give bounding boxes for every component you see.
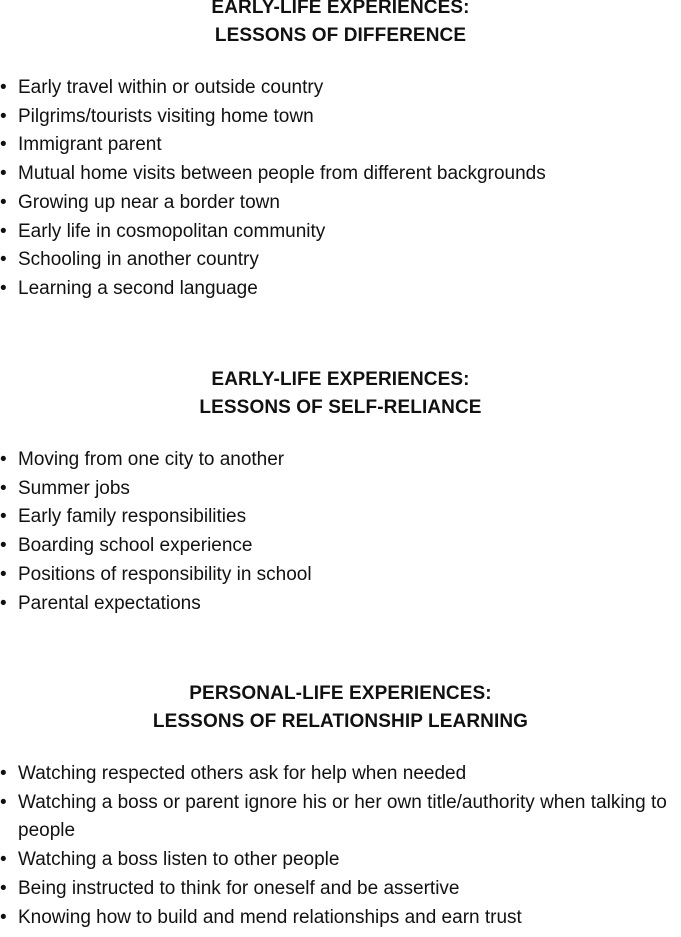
list-item: [0, 475, 681, 504]
list-item-text: Positions of responsibility in school: [18, 563, 312, 585]
list-item: [0, 218, 681, 247]
bullet-icon: •: [0, 477, 7, 499]
list-item-text: Boarding school experience: [18, 535, 253, 557]
list-item-text: Watching a boss or parent ignore his or her own title/authority when talking to people: [18, 791, 667, 842]
heading-line-1: EARLY-LIFE EXPERIENCES:: [211, 0, 470, 18]
section-heading: [0, 680, 681, 736]
bullet-icon: •: [0, 877, 7, 899]
bullet-icon: •: [0, 506, 7, 528]
list-item-text: Being instructed to think for oneself and be assertive: [18, 877, 460, 899]
list-item-text: Growing up near a border town: [18, 191, 280, 213]
list-item-text: Mutual home visits between people from different backgrounds: [18, 163, 546, 185]
list-item: [0, 503, 681, 532]
heading-line-1: EARLY-LIFE EXPERIENCES:: [211, 369, 470, 390]
list-item: [0, 131, 681, 160]
list-item: [0, 590, 681, 619]
bullet-icon: •: [0, 535, 7, 557]
bullet-icon: •: [0, 105, 7, 127]
bullet-icon: •: [0, 906, 7, 928]
list-item: [0, 789, 681, 846]
section-lessons-of-self-reliance: [0, 366, 681, 618]
list-item-text: Summer jobs: [18, 477, 130, 499]
list-item: [0, 160, 681, 189]
heading-line-2: LESSONS OF DIFFERENCE: [214, 25, 467, 46]
bullet-icon: •: [0, 134, 7, 156]
list-item: [0, 246, 681, 275]
list-item: [0, 846, 681, 875]
list-item: [0, 875, 681, 904]
list-item: [0, 103, 681, 132]
bullet-icon: •: [0, 220, 7, 242]
section-heading: [0, 0, 681, 50]
list-item-text: Learning a second language: [18, 277, 258, 299]
heading-line-2: LESSONS OF SELF-RELIANCE: [199, 397, 482, 418]
list-item: [0, 446, 681, 475]
section-heading: [0, 366, 681, 422]
section-lessons-of-relationship-learning: [0, 680, 681, 932]
bullet-list: [0, 760, 681, 932]
bullet-icon: •: [0, 791, 7, 813]
heading-line-2: LESSONS OF RELATIONSHIP LEARNING: [152, 711, 529, 732]
list-item: [0, 760, 681, 789]
list-item-text: Immigrant parent: [18, 134, 162, 156]
bullet-icon: •: [0, 277, 7, 299]
list-item-text: Pilgrims/tourists visiting home town: [18, 105, 314, 127]
bullet-icon: •: [0, 763, 7, 784]
list-item-text: Early family responsibilities: [18, 506, 247, 528]
bullet-icon: •: [0, 449, 7, 470]
bullet-list: [0, 446, 681, 618]
list-item: [0, 904, 681, 933]
list-item-text: Early travel within or outside country: [18, 77, 324, 98]
list-item: [0, 275, 681, 304]
bullet-icon: •: [0, 249, 7, 271]
bullet-icon: •: [0, 163, 7, 185]
list-item: [0, 189, 681, 218]
bullet-icon: •: [0, 77, 7, 98]
list-item-text: Schooling in another country: [18, 249, 259, 271]
list-item-text: Parental expectations: [18, 592, 201, 614]
list-item-text: Moving from one city to another: [18, 449, 285, 470]
heading-line-1: PERSONAL-LIFE EXPERIENCES:: [189, 683, 492, 704]
bullet-icon: •: [0, 563, 7, 585]
bullet-list: [0, 74, 681, 304]
section-lessons-of-difference: [0, 0, 681, 304]
list-item-text: Watching a boss listen to other people: [18, 849, 340, 871]
list-item: [0, 74, 681, 103]
bullet-icon: •: [0, 191, 7, 213]
bullet-icon: •: [0, 592, 7, 614]
bullet-icon: •: [0, 849, 7, 871]
list-item-text: Knowing how to build and mend relationships and earn trust: [18, 906, 522, 928]
list-item: [0, 561, 681, 590]
list-item-text: Early life in cosmopolitan community: [18, 220, 326, 242]
list-item: [0, 532, 681, 561]
list-item-text: Watching respected others ask for help when needed: [18, 763, 467, 784]
